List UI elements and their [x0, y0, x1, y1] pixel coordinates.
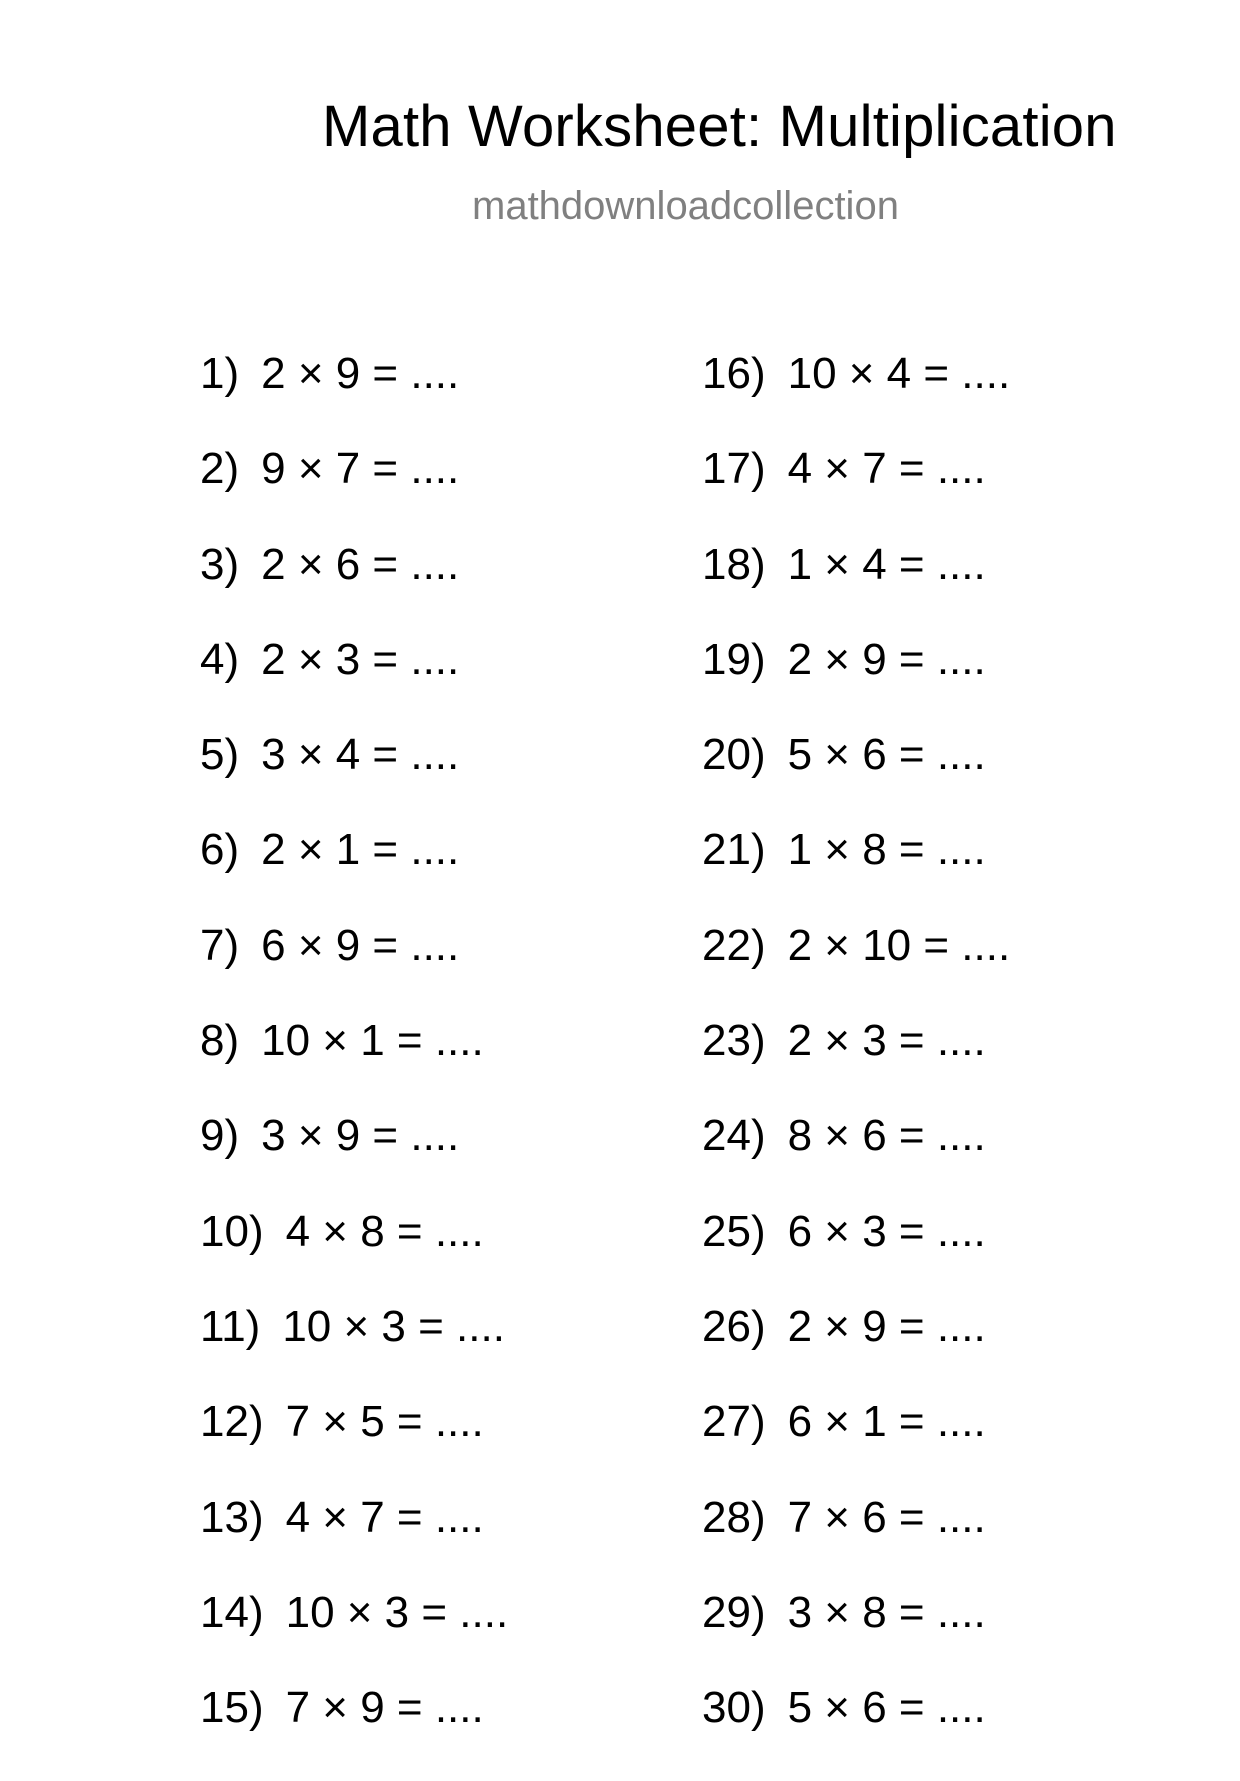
page-subtitle: mathdownloadcollection — [472, 184, 899, 228]
problem-number: 1) — [200, 349, 240, 398]
problem-number: 24) — [702, 1111, 766, 1161]
problem-expression: 5 × 6 = .... — [787, 730, 986, 780]
problem-item — [702, 1301, 1182, 1400]
problem-item — [200, 1301, 680, 1400]
problem-expression: 1 × 8 = .... — [787, 825, 986, 875]
problem-number: 4) — [200, 634, 240, 684]
problem-item — [702, 825, 1182, 923]
problem-item — [200, 1206, 680, 1305]
problem-number: 5) — [200, 730, 240, 780]
problem-expression: 6 × 1 = .... — [787, 1397, 986, 1447]
problem-number: 14) — [200, 1587, 264, 1637]
problem-expression: 6 × 9 = .... — [261, 920, 460, 970]
problem-item — [200, 444, 680, 542]
problem-item — [702, 634, 1182, 733]
problem-number: 26) — [702, 1301, 766, 1351]
problem-number: 2) — [200, 444, 240, 494]
problem-number: 18) — [702, 539, 766, 589]
problem-expression: 2 × 10 = .... — [787, 920, 1011, 970]
problem-number: 16) — [702, 349, 766, 398]
problem-item — [200, 1397, 680, 1495]
problem-number: 17) — [702, 444, 766, 494]
problem-item — [200, 1683, 680, 1781]
problem-item — [702, 444, 1182, 542]
problem-item — [200, 920, 680, 1019]
problem-expression: 2 × 3 = .... — [261, 634, 460, 684]
problem-number: 10) — [200, 1206, 264, 1256]
page-title: Math Worksheet: Multiplication — [322, 94, 1117, 159]
problem-number: 12) — [200, 1397, 264, 1447]
problem-expression: 4 × 8 = .... — [285, 1206, 484, 1256]
problem-number: 30) — [702, 1683, 766, 1733]
problem-item — [200, 825, 680, 923]
problem-number: 21) — [702, 825, 766, 875]
problem-number: 29) — [702, 1587, 766, 1637]
problem-column-left — [200, 349, 680, 1781]
problem-item — [200, 1111, 680, 1209]
problem-number: 11) — [200, 1301, 261, 1351]
problem-item — [200, 634, 680, 733]
problem-expression: 10 × 1 = .... — [261, 1016, 484, 1066]
problem-item — [702, 1206, 1182, 1305]
problem-item — [702, 1397, 1182, 1495]
problem-number: 9) — [200, 1111, 240, 1161]
problem-number: 15) — [200, 1683, 264, 1733]
problem-expression: 9 × 7 = .... — [261, 444, 460, 494]
problem-expression: 3 × 8 = .... — [787, 1587, 986, 1637]
problem-item — [200, 539, 680, 638]
problem-column-right — [702, 349, 1182, 1781]
problem-number: 19) — [702, 634, 766, 684]
problem-item — [702, 349, 1182, 447]
problem-number: 7) — [200, 920, 240, 970]
problem-expression: 10 × 3 = .... — [282, 1301, 505, 1351]
problem-number: 22) — [702, 920, 766, 970]
problem-expression: 7 × 5 = .... — [285, 1397, 484, 1447]
problem-expression: 10 × 3 = .... — [285, 1587, 509, 1637]
problem-expression: 4 × 7 = .... — [285, 1492, 484, 1542]
problem-number: 28) — [702, 1492, 766, 1542]
problem-item — [200, 730, 680, 828]
problem-number: 23) — [702, 1016, 766, 1066]
problem-item — [702, 1587, 1182, 1686]
problem-expression: 2 × 9 = .... — [261, 349, 460, 398]
problem-number: 25) — [702, 1206, 766, 1256]
problem-item — [200, 1492, 680, 1591]
problem-item — [200, 349, 680, 447]
problem-expression: 7 × 9 = .... — [285, 1683, 484, 1733]
problem-expression: 5 × 6 = .... — [787, 1683, 986, 1733]
problem-number: 27) — [702, 1397, 766, 1447]
problem-expression: 10 × 4 = .... — [787, 349, 1011, 398]
problem-number: 13) — [200, 1492, 264, 1542]
problem-number: 8) — [200, 1016, 240, 1066]
problem-item — [702, 1683, 1182, 1781]
problem-expression: 2 × 6 = .... — [261, 539, 460, 589]
problem-item — [702, 920, 1182, 1019]
problem-item — [702, 730, 1182, 828]
problem-expression: 2 × 1 = .... — [261, 825, 460, 875]
problem-number: 20) — [702, 730, 766, 780]
problem-item — [702, 1492, 1182, 1591]
problem-item — [200, 1587, 680, 1686]
problem-expression: 3 × 9 = .... — [261, 1111, 460, 1161]
problem-expression: 2 × 3 = .... — [787, 1016, 986, 1066]
problem-item — [702, 1111, 1182, 1209]
problem-item — [200, 1016, 680, 1114]
problem-expression: 6 × 3 = .... — [787, 1206, 986, 1256]
problem-number: 6) — [200, 825, 240, 875]
problem-item — [702, 539, 1182, 638]
problem-expression: 1 × 4 = .... — [787, 539, 986, 589]
problem-expression: 8 × 6 = .... — [787, 1111, 986, 1161]
problem-expression: 2 × 9 = .... — [787, 634, 986, 684]
problem-expression: 3 × 4 = .... — [261, 730, 460, 780]
problem-expression: 7 × 6 = .... — [787, 1492, 986, 1542]
problem-expression: 4 × 7 = .... — [787, 444, 986, 494]
problem-expression: 2 × 9 = .... — [787, 1301, 986, 1351]
problem-number: 3) — [200, 539, 240, 589]
problem-item — [702, 1016, 1182, 1114]
